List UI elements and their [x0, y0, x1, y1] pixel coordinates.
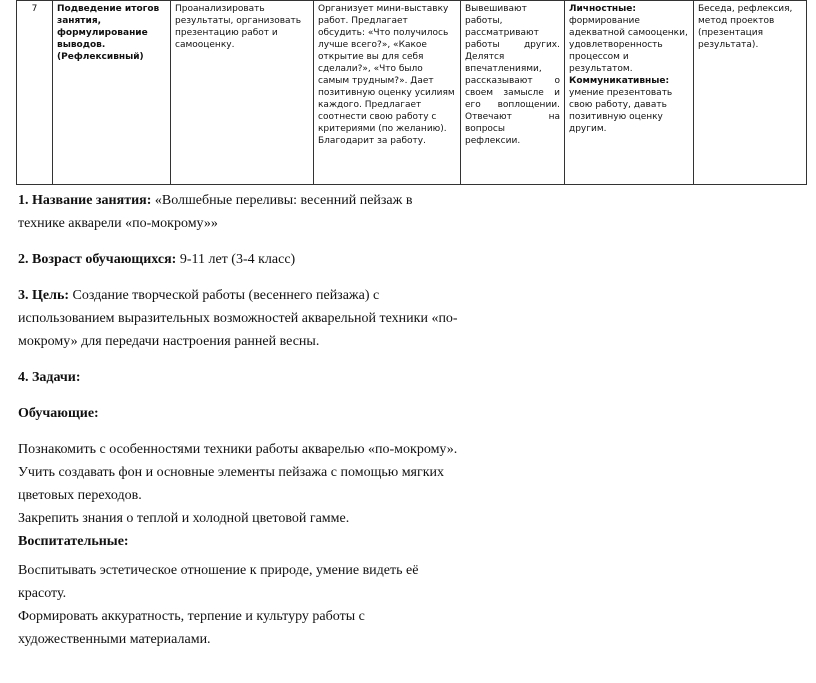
personal-text: формирование адекватной самооценки, удовлетворенность процессом и результатом. — [569, 16, 688, 74]
table-row — [17, 1, 807, 185]
results-cell — [565, 1, 694, 185]
teaching-item: Познакомить с особенностями техники работы акварелью «по-мокрому». — [18, 442, 458, 457]
teaching-item: Учить создавать фон и основные элементы пейзажа с помощью мягких цветовых переходов. — [18, 465, 445, 503]
communicative-text: умение презентовать свою работу, давать позитивную оценку другим. — [569, 88, 673, 134]
goal-text: Создание творческой работы (весеннего пейзажа) с использованием выразительных возможностей акварельной техники «по-мокрому» для передачи настроения ранней весны. — [18, 288, 458, 349]
stage-cell: Подведение итогов занятия, формулирование выводов.(Рефлексивный) — [53, 1, 171, 185]
methods-cell: Беседа, рефлексия, метод проектов (презентация результата). — [694, 1, 807, 185]
document-body — [18, 189, 458, 651]
lesson-title-label: 1. Название занятия: — [18, 193, 152, 208]
age-text: 9-11 лет (3-4 класс) — [179, 252, 296, 267]
age-label: 2. Возраст обучающихся: — [18, 252, 177, 267]
teaching-item: Закрепить знания о теплой и холодной цветовой гамме. — [18, 511, 350, 526]
upbringing-heading: Воспитательные: — [18, 534, 129, 549]
student-activity-cell: Вывешивают работы, рассматривают работы других. Делятся впечатлениями, рассказывают о своем замысле и его воплощении. Отвечают на вопросы рефлексии. — [461, 1, 565, 185]
row-number: 7 — [17, 1, 53, 185]
goal-label: 3. Цель: — [18, 288, 70, 303]
personal-label: Личностные: — [569, 4, 636, 14]
lesson-plan-table — [16, 0, 807, 185]
teaching-heading: Обучающие: — [18, 406, 99, 421]
lesson-title-text: «Волшебные переливы: весенний пейзаж в технике акварели «по-мокрому»» — [18, 193, 413, 231]
goal-paragraph — [18, 284, 458, 353]
tasks-heading: 4. Задачи: — [18, 370, 81, 385]
task-cell: Проанализировать результаты, организовать презентацию работ и самооценку. — [171, 1, 314, 185]
upbringing-item: Формировать аккуратность, терпение и культуру работы с художественными материалами. — [18, 609, 365, 647]
upbringing-item: Воспитывать эстетическое отношение к природе, умение видеть её красоту. — [18, 563, 419, 601]
teacher-activity-cell: Организует мини-выставку работ. Предлагает обсудить: «Что получилось лучше всего?», «Какое открытие вы для себя сделали?», «Что было самым трудным?». Дает позитивную оценку усилиям каждого. Предлагает соотнести свою работу с критериями (по желанию). Благодарит за работу. — [314, 1, 461, 185]
lesson-title-paragraph — [18, 189, 458, 235]
communicative-label: Коммуникативные: — [569, 76, 670, 86]
age-paragraph — [18, 248, 458, 271]
